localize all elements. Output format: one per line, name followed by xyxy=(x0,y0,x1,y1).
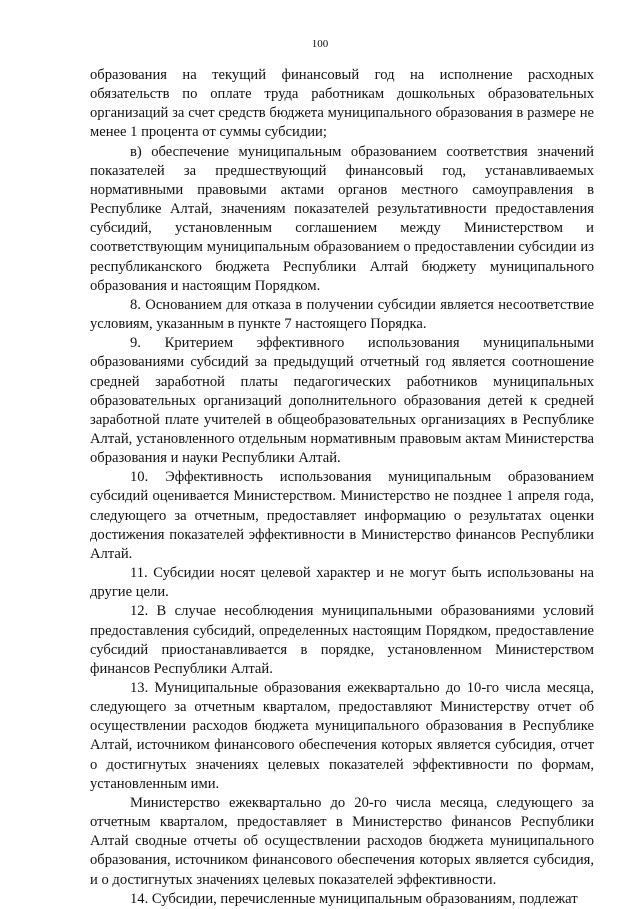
paragraph-12: 12. В случае несоблюдения муниципальными образованиями условий предоставления субсидий, определенных настоящим Порядком, предоставление субсидий приостанавливается в порядке, установленном Министерством финансов Республики Алтай. xyxy=(90,603,594,677)
paragraph-continuation: образования на текущий финансовый год на исполнение расходных обязательств по оплате труда работникам дошкольных образовательных организаций за счет средств бюджета муниципального образования в размере не менее 1 процента от суммы субсидии; xyxy=(90,67,594,141)
document-body xyxy=(90,66,594,909)
page-number: 100 xyxy=(311,38,329,50)
paragraph-8: 8. Основанием для отказа в получении субсидии является несоответствие условиям, указанным в пункте 7 настоящего Порядка. xyxy=(90,296,594,333)
paragraph-item-v: в) обеспечение муниципальным образованием соответствия значений показателей за предшествующий финансовый год, устанавливаемых нормативными правовыми актами органов местного самоуправления в Республике Алтай, значениям показателей результативности предоставления субсидий, установленным соглашением между Министерством и соответствующим муниципальным образованием о предоставлении субсидии из республиканского бюджета Республики Алтай бюджету муниципального образования и настоящим Порядком. xyxy=(90,143,594,294)
paragraph-11: 11. Субсидии носят целевой характер и не могут быть использованы на другие цели. xyxy=(90,565,594,601)
paragraph-ministry-reports: Министерство ежеквартально до 20-го числа месяца, следующего за отчетным кварталом, предоставляет в Министерство финансов Республики Алтай сводные отчеты об осуществлении расходов бюджета муниципального образования, источником финансового обеспечения которых является субсидия, и о достигнутых значениях целевых показателей эффективности. xyxy=(90,794,594,888)
paragraph-14: 14. Субсидии, перечисленные муниципальным образованиям, подлежат xyxy=(130,890,578,907)
paragraph-10: 10. Эффективность использования муниципальным образованием субсидий оценивается Министерством. Министерство не позднее 1 апреля года, следующего за отчетным, предоставляет информацию о результатах оценки достижения показателей эффективности в Министерство финансов Республики Алтай. xyxy=(90,469,594,562)
paragraph-9: 9. Критерием эффективного использования муниципальными образованиями субсидий за предыдущий отчетный год является соотношение средней заработной платы педагогических работников муниципальных образовательных организаций дополнительного образования детей к средней заработной плате учителей в общеобразовательных организациях в Республике Алтай, установленного отдельным нормативным правовым актам Министерства образования и науки Республики Алтай. xyxy=(90,335,594,467)
paragraph-13: 13. Муниципальные образования ежеквартально до 10-го числа месяца, следующего за отчетным кварталом, предоставляют Министерству отчет об осуществлении расходов бюджета муниципального образования в Республике Алтай, источником финансового обеспечения которых является субсидия, отчет о достигнутых значениях целевых показателей эффективности по формам, установленным ими. xyxy=(90,680,594,792)
